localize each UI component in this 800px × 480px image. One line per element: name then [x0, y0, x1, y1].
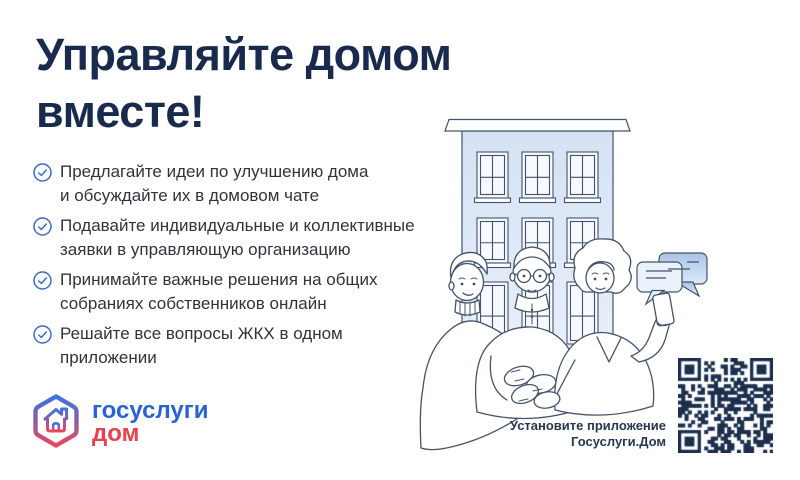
feature-list: [33, 160, 415, 376]
install-caption-line2: Госуслуги.Дом: [571, 433, 666, 449]
feature-line: и обсуждайте их в домовом чате: [60, 186, 320, 205]
feature-text: [60, 214, 415, 262]
logo-brand: госуслуги: [92, 397, 209, 424]
feature-line: Предлагайте идеи по улучшению дома: [60, 162, 369, 181]
page-title-line1: Управляйте домом: [36, 29, 452, 80]
check-circle-icon: [33, 163, 52, 182]
feature-line: Подавайте индивидуальные и коллективные: [60, 216, 415, 235]
list-item: [33, 268, 415, 316]
feature-line: приложении: [60, 348, 157, 367]
feature-line: Принимайте важные решения на общих: [60, 270, 378, 289]
feature-line: Решайте все вопросы ЖКХ в одном: [60, 324, 343, 343]
list-item: [33, 322, 415, 370]
feature-text: [60, 268, 377, 316]
qr-code: [678, 358, 773, 453]
install-caption-line1: Установите приложение: [509, 418, 666, 433]
list-item: [33, 160, 415, 208]
check-circle-icon: [33, 271, 52, 290]
list-item: [33, 214, 415, 262]
feature-line: заявки в управляющую организацию: [60, 240, 351, 259]
feature-text: [60, 160, 368, 208]
house-hexagon-icon: [33, 394, 79, 448]
page-title: [36, 26, 451, 140]
logo-text: [92, 399, 209, 445]
install-caption: [510, 418, 666, 449]
check-circle-icon: [33, 217, 52, 236]
feature-line: собраниях собственников онлайн: [60, 294, 327, 313]
gosuslugi-dom-logo: [33, 394, 209, 448]
chat-bubbles: [637, 253, 707, 304]
feature-text: [60, 322, 343, 370]
logo-product: дом: [92, 420, 140, 447]
check-circle-icon: [33, 325, 52, 344]
page-title-line2: вместе!: [36, 86, 205, 137]
